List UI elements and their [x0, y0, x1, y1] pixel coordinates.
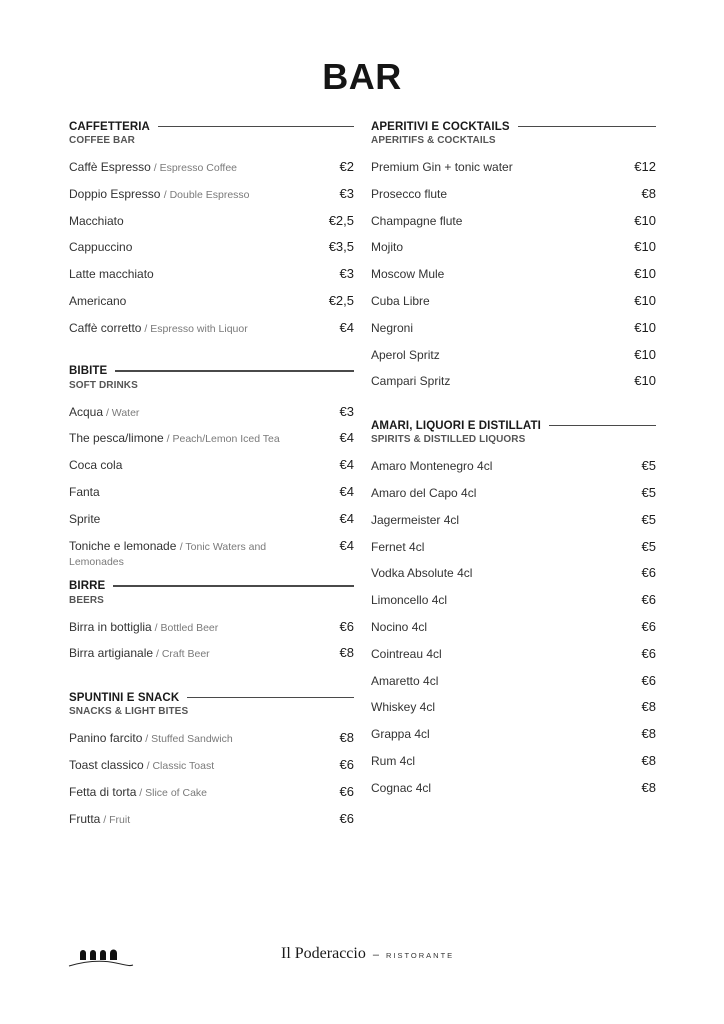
item-price: €6 [339, 756, 354, 772]
menu-item [371, 459, 656, 486]
menu-item [69, 160, 354, 187]
section-divider [115, 370, 354, 372]
item-name: Toniche e lemonade [69, 538, 180, 553]
item-price: €5 [641, 511, 656, 527]
item-price: €4 [339, 483, 354, 499]
item-name: Latte macchiato [69, 267, 154, 282]
section-divider [113, 585, 354, 587]
menu-item [371, 214, 656, 241]
menu-item [371, 566, 656, 593]
item-translation: Classic Toast [152, 759, 215, 772]
item-name: Amaro del Capo 4cl [371, 485, 477, 500]
section-title: AMARI, LIQUORI E DISTILLATI [371, 419, 541, 432]
section-subtitle: SNACKS & LIGHT BITES [69, 706, 189, 718]
menu-item [69, 214, 354, 241]
item-name: Birra artigianale [69, 646, 154, 661]
menu-item [69, 785, 354, 812]
item-price: €6 [339, 783, 354, 799]
menu-item [371, 513, 656, 540]
item-name: Grappa 4cl [371, 727, 430, 742]
item-price: €8 [641, 726, 656, 742]
menu-item [371, 620, 656, 647]
item-name: Limoncello 4cl [371, 593, 448, 608]
item-translation: Double Espresso [169, 188, 250, 201]
menu-item [371, 593, 656, 620]
item-price: €6 [641, 672, 656, 688]
menu-item [371, 374, 656, 401]
item-translation: Peach/Lemon Iced Tea [172, 433, 280, 446]
brand-name: Il Poderaccio [281, 945, 366, 962]
section-title: APERITIVI E COCKTAILS [371, 120, 510, 133]
item-name: Toast classico [69, 757, 144, 772]
menu-item [69, 646, 354, 673]
menu-item [371, 321, 656, 348]
item-separator: / [100, 813, 110, 826]
item-name: Frutta [69, 811, 101, 826]
brand-dash: – [372, 949, 379, 961]
menu-item [371, 486, 656, 513]
item-name: Whiskey 4cl [371, 700, 436, 715]
item-separator: / [163, 433, 173, 446]
item-price: €8 [641, 185, 656, 201]
section-header [69, 690, 354, 720]
item-name: Prosecco flute [371, 186, 448, 201]
menu-item [69, 431, 354, 458]
item-price: €4 [339, 457, 354, 473]
section-title: CAFFETTERIA [69, 120, 150, 133]
section-amari [371, 418, 656, 807]
item-price: €10 [634, 373, 656, 389]
menu-item [69, 539, 354, 577]
item-name: Premium Gin + tonic water [371, 160, 513, 174]
menu-item [69, 187, 354, 214]
item-name: Macchiato [69, 213, 124, 228]
section-subtitle: SPIRITS & DISTILLED LIQUORS [371, 434, 526, 446]
section-header [69, 364, 354, 394]
item-separator: / [143, 759, 153, 772]
section-divider [549, 425, 656, 427]
item-separator: / [141, 322, 151, 335]
item-name: Champagne flute [371, 213, 463, 228]
item-separator: / [151, 621, 161, 634]
item-separator: / [163, 188, 170, 201]
item-translation: Stuffed Sandwich [151, 733, 233, 746]
menu-item [371, 187, 656, 214]
item-separator: / [103, 406, 112, 419]
brand [281, 945, 454, 963]
item-name: Americano [69, 293, 127, 308]
item-price: €3 [339, 185, 354, 201]
section-divider [158, 126, 354, 128]
item-price: €6 [641, 592, 656, 608]
item-name: Acqua [69, 404, 104, 419]
item-separator: / [142, 733, 152, 746]
item-price: €5 [641, 458, 656, 474]
item-price: €4 [339, 430, 354, 446]
brand-tagline: RISTORANTE [385, 951, 455, 960]
item-name: Vodka Absolute 4cl [371, 566, 473, 581]
item-price: €10 [634, 346, 656, 362]
left-column [69, 119, 354, 838]
item-name: Cognac 4cl [371, 780, 432, 795]
section-spuntini [69, 690, 354, 838]
item-translation: Water [111, 406, 140, 419]
item-name: Cappuccino [69, 240, 133, 255]
item-price: €6 [641, 645, 656, 661]
section-title: BIRRE [69, 580, 106, 593]
section-subtitle: COFFEE BAR [69, 135, 135, 146]
item-price: €8 [339, 730, 354, 746]
item-price: €8 [339, 645, 354, 661]
footer [0, 940, 724, 970]
item-name: Cointreau 4cl [371, 646, 442, 661]
item-name: Jagermeister 4cl [371, 512, 460, 527]
menu-item [371, 647, 656, 674]
item-name: Doppio Espresso [69, 186, 164, 201]
menu-item [69, 405, 354, 432]
item-price: €3 [339, 403, 354, 419]
item-name: Panino farcito [69, 731, 143, 746]
section-header [69, 119, 354, 149]
section-bibite [69, 364, 354, 577]
item-name: Coca cola [69, 458, 123, 473]
section-subtitle: BEERS [69, 594, 104, 606]
item-translation: Slice of Cake [145, 786, 208, 799]
item-price: €2,5 [328, 292, 354, 308]
item-name: Fernet 4cl [371, 539, 425, 554]
item-price: €3,5 [328, 239, 354, 255]
section-header [371, 119, 656, 149]
item-name: Sprite [69, 511, 101, 526]
menu-item [371, 700, 656, 727]
item-name: Caffè corretto [69, 320, 142, 335]
item-price: €10 [634, 266, 656, 282]
menu-item [371, 674, 656, 701]
section-title: BIBITE [69, 365, 108, 378]
item-name: Moscow Mule [371, 267, 445, 282]
menu-item [69, 458, 354, 485]
item-price: €4 [339, 537, 354, 553]
menu-item [371, 540, 656, 567]
item-price: €10 [634, 319, 656, 335]
item-price: €10 [634, 292, 656, 308]
menu-item [371, 754, 656, 781]
item-translation: Bottled Beer [160, 621, 219, 634]
item-name: Campari Spritz [371, 374, 451, 389]
section-aperitivi [371, 119, 656, 401]
section-birre [69, 579, 354, 674]
item-price: €4 [339, 319, 354, 335]
item-price: €4 [339, 510, 354, 526]
section-title: SPUNTINI E SNACK [69, 691, 180, 704]
menu-item [69, 294, 354, 321]
item-name: Amaretto 4cl [371, 673, 439, 688]
item-price: €12 [634, 159, 656, 174]
item-separator: / [150, 162, 160, 174]
item-price: €6 [641, 565, 656, 581]
item-price: €6 [339, 810, 354, 826]
item-price: €6 [339, 618, 354, 634]
item-price: €10 [634, 212, 656, 228]
item-translation: Espresso Coffee [159, 162, 238, 174]
item-name: Fetta di torta [69, 784, 137, 799]
menu-item [69, 758, 354, 785]
menu-item [69, 731, 354, 758]
menu-item [69, 620, 354, 647]
menu-item [371, 160, 656, 187]
item-price: €3 [339, 266, 354, 282]
item-name: Nocino 4cl [371, 619, 428, 634]
menu-item [371, 727, 656, 754]
page-title: BAR [322, 56, 402, 97]
item-name: Birra in bottiglia [69, 619, 152, 634]
right-column [371, 119, 656, 808]
item-name: Amaro Montenegro 4cl [371, 459, 493, 474]
item-price: €8 [641, 752, 656, 768]
item-name: Cuba Libre [371, 293, 430, 308]
section-divider [187, 697, 354, 699]
item-separator: / [179, 540, 186, 553]
menu-item [371, 267, 656, 294]
item-separator: / [136, 786, 146, 799]
item-price: €8 [641, 699, 656, 715]
menu-item [371, 294, 656, 321]
section-subtitle: SOFT DRINKS [69, 379, 138, 391]
four-arches-over-hill-icon [68, 946, 134, 968]
item-separator: / [153, 648, 162, 661]
item-name: Fanta [69, 484, 100, 499]
section-divider [518, 126, 656, 128]
menu-item [371, 240, 656, 267]
item-price: €5 [641, 538, 656, 554]
item-name: Negroni [371, 320, 414, 335]
menu-item [69, 512, 354, 539]
menu-item [69, 240, 354, 267]
item-price: €2,5 [328, 212, 354, 228]
item-price: €10 [634, 239, 656, 255]
item-name: The pesca/limone [69, 431, 164, 446]
item-name: Rum 4cl [371, 753, 416, 768]
menu-item [69, 321, 354, 348]
section-header [69, 579, 354, 609]
item-name: Mojito [371, 240, 404, 255]
menu-item [69, 267, 354, 294]
item-translation: Craft Beer [161, 648, 210, 661]
item-translation: Espresso with Liquor [150, 322, 248, 335]
item-translation: Tonic Waters and Lemonades [69, 540, 267, 568]
section-subtitle: APERITIFS & COCKTAILS [371, 135, 496, 146]
item-translation: Fruit [109, 813, 131, 826]
section-caffetteria [69, 119, 354, 348]
item-price: €6 [641, 618, 656, 634]
menu-item [371, 781, 656, 808]
item-price: €8 [641, 779, 656, 795]
item-price: €5 [641, 484, 656, 500]
item-name: Aperol Spritz [371, 347, 440, 362]
item-name: Caffè Espresso [69, 160, 151, 174]
menu-item [371, 348, 656, 375]
item-price: €2 [339, 159, 354, 174]
menu-item [69, 812, 354, 839]
menu-item [69, 485, 354, 512]
section-header [371, 418, 656, 448]
